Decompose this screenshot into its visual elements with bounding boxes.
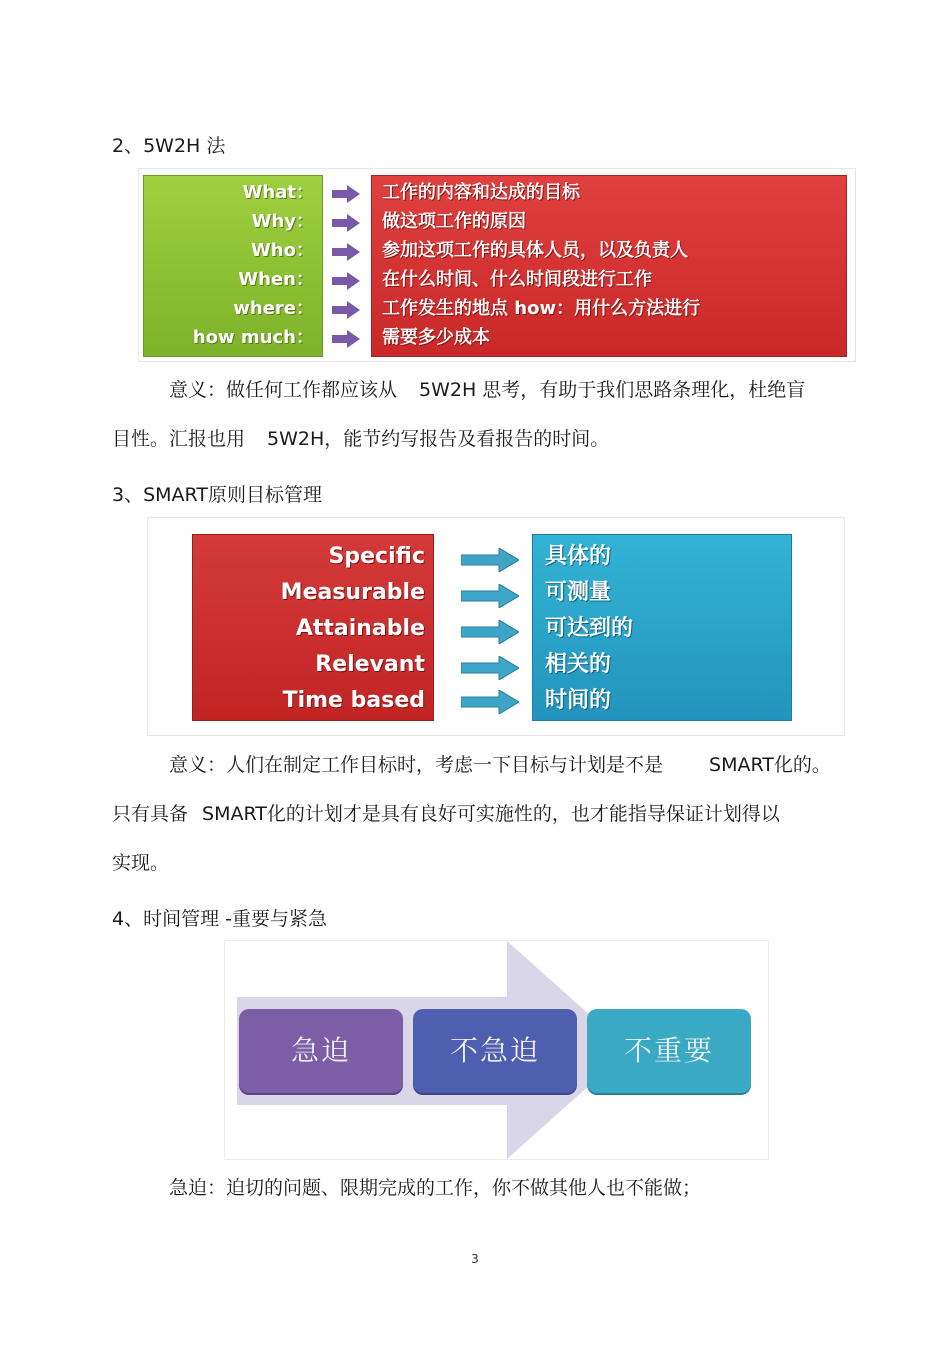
5w2h-value-who: 参加这项工作的具体人员，以及负责人	[382, 240, 688, 261]
arrow-right-icon	[461, 584, 519, 608]
section-5w2h-heading: 2、5W2H 法	[112, 135, 226, 157]
5w2h-key-why: Why：	[251, 211, 314, 232]
5w2h-key-who: Who：	[250, 240, 314, 261]
smart-value-attainable: 可达到的	[545, 616, 634, 641]
5w2h-values-panel	[371, 175, 847, 357]
5w2h-meaning-text-b: 5W2H 思考，有助于我们思路条理化，杜绝盲	[419, 379, 806, 401]
5w2h-value-where: 工作发生的地点 how：用什么方法进行	[382, 298, 701, 319]
urgent-box: 急迫	[239, 1009, 403, 1093]
5w2h-value-what: 工作的内容和达成的目标	[382, 182, 580, 203]
arrow-right-icon	[332, 330, 360, 348]
smart-meaning-text-c: 只有具备	[112, 803, 189, 825]
5w2h-key-what: What：	[242, 182, 314, 203]
5w2h-meaning-paragraph	[112, 366, 892, 464]
smart-meaning-paragraph	[112, 741, 892, 888]
5w2h-diagram	[138, 168, 856, 362]
5w2h-key-when: When：	[238, 269, 314, 290]
smart-key-measurable: Measurable	[280, 580, 425, 605]
arrow-right-icon	[332, 272, 360, 290]
time-management-diagram	[224, 940, 769, 1160]
smart-value-time-based: 时间的	[545, 688, 612, 713]
smart-key-relevant: Relevant	[315, 652, 425, 677]
smart-meaning-text-d: SMART化的计划才是具有良好可实施性的，也才能指导保证计划得以	[202, 803, 780, 825]
5w2h-value-how-much: 需要多少成本	[382, 327, 490, 348]
5w2h-key-how-much: how much：	[192, 327, 314, 348]
urgent-meaning-paragraph	[112, 1164, 892, 1213]
arrow-right-icon	[461, 690, 519, 714]
smart-key-time-based: Time based	[282, 688, 425, 713]
5w2h-value-when: 在什么时间、什么时间段进行工作	[382, 269, 652, 290]
smart-key-attainable: Attainable	[295, 616, 425, 641]
arrow-right-icon	[332, 214, 360, 232]
page-number: 3	[471, 1252, 479, 1266]
arrow-right-icon	[332, 185, 360, 203]
smart-meaning-text-e: 实现。	[112, 852, 170, 874]
smart-value-specific: 具体的	[545, 544, 612, 569]
5w2h-key-where: where：	[233, 298, 314, 319]
smart-diagram	[147, 517, 845, 736]
arrow-right-icon	[461, 656, 519, 680]
arrow-right-icon	[461, 548, 519, 572]
5w2h-meaning-text-a: 意义：做任何工作都应该从	[169, 379, 398, 401]
arrow-right-icon	[461, 620, 519, 644]
arrow-right-icon	[332, 301, 360, 319]
smart-meaning-text-b: SMART化的。	[709, 754, 831, 776]
arrow-right-icon	[332, 243, 360, 261]
5w2h-meaning-text-d: 5W2H，能节约写报告及看报告的时间。	[267, 428, 610, 450]
not-urgent-box: 不急迫	[413, 1009, 577, 1093]
5w2h-keys-panel	[143, 175, 323, 357]
smart-key-specific: Specific	[328, 544, 425, 569]
smart-value-measurable: 可测量	[545, 580, 612, 605]
smart-meaning-text-a: 意义：人们在制定工作目标时，考虑一下目标与计划是不是	[169, 754, 664, 776]
5w2h-meaning-text-c: 目性。汇报也用	[112, 428, 246, 450]
smart-value-relevant: 相关的	[545, 652, 612, 677]
section-smart-heading: 3、SMART原则目标管理	[112, 484, 322, 506]
smart-keys-panel	[192, 534, 434, 721]
5w2h-value-why: 做这项工作的原因	[382, 211, 526, 232]
section-time-heading: 4、时间管理 -重要与紧急	[112, 908, 327, 930]
smart-values-panel	[532, 534, 792, 721]
not-important-box: 不重要	[587, 1009, 751, 1093]
urgent-meaning-text: 急迫：迫切的问题、限期完成的工作，你不做其他人也不能做；	[169, 1177, 702, 1199]
